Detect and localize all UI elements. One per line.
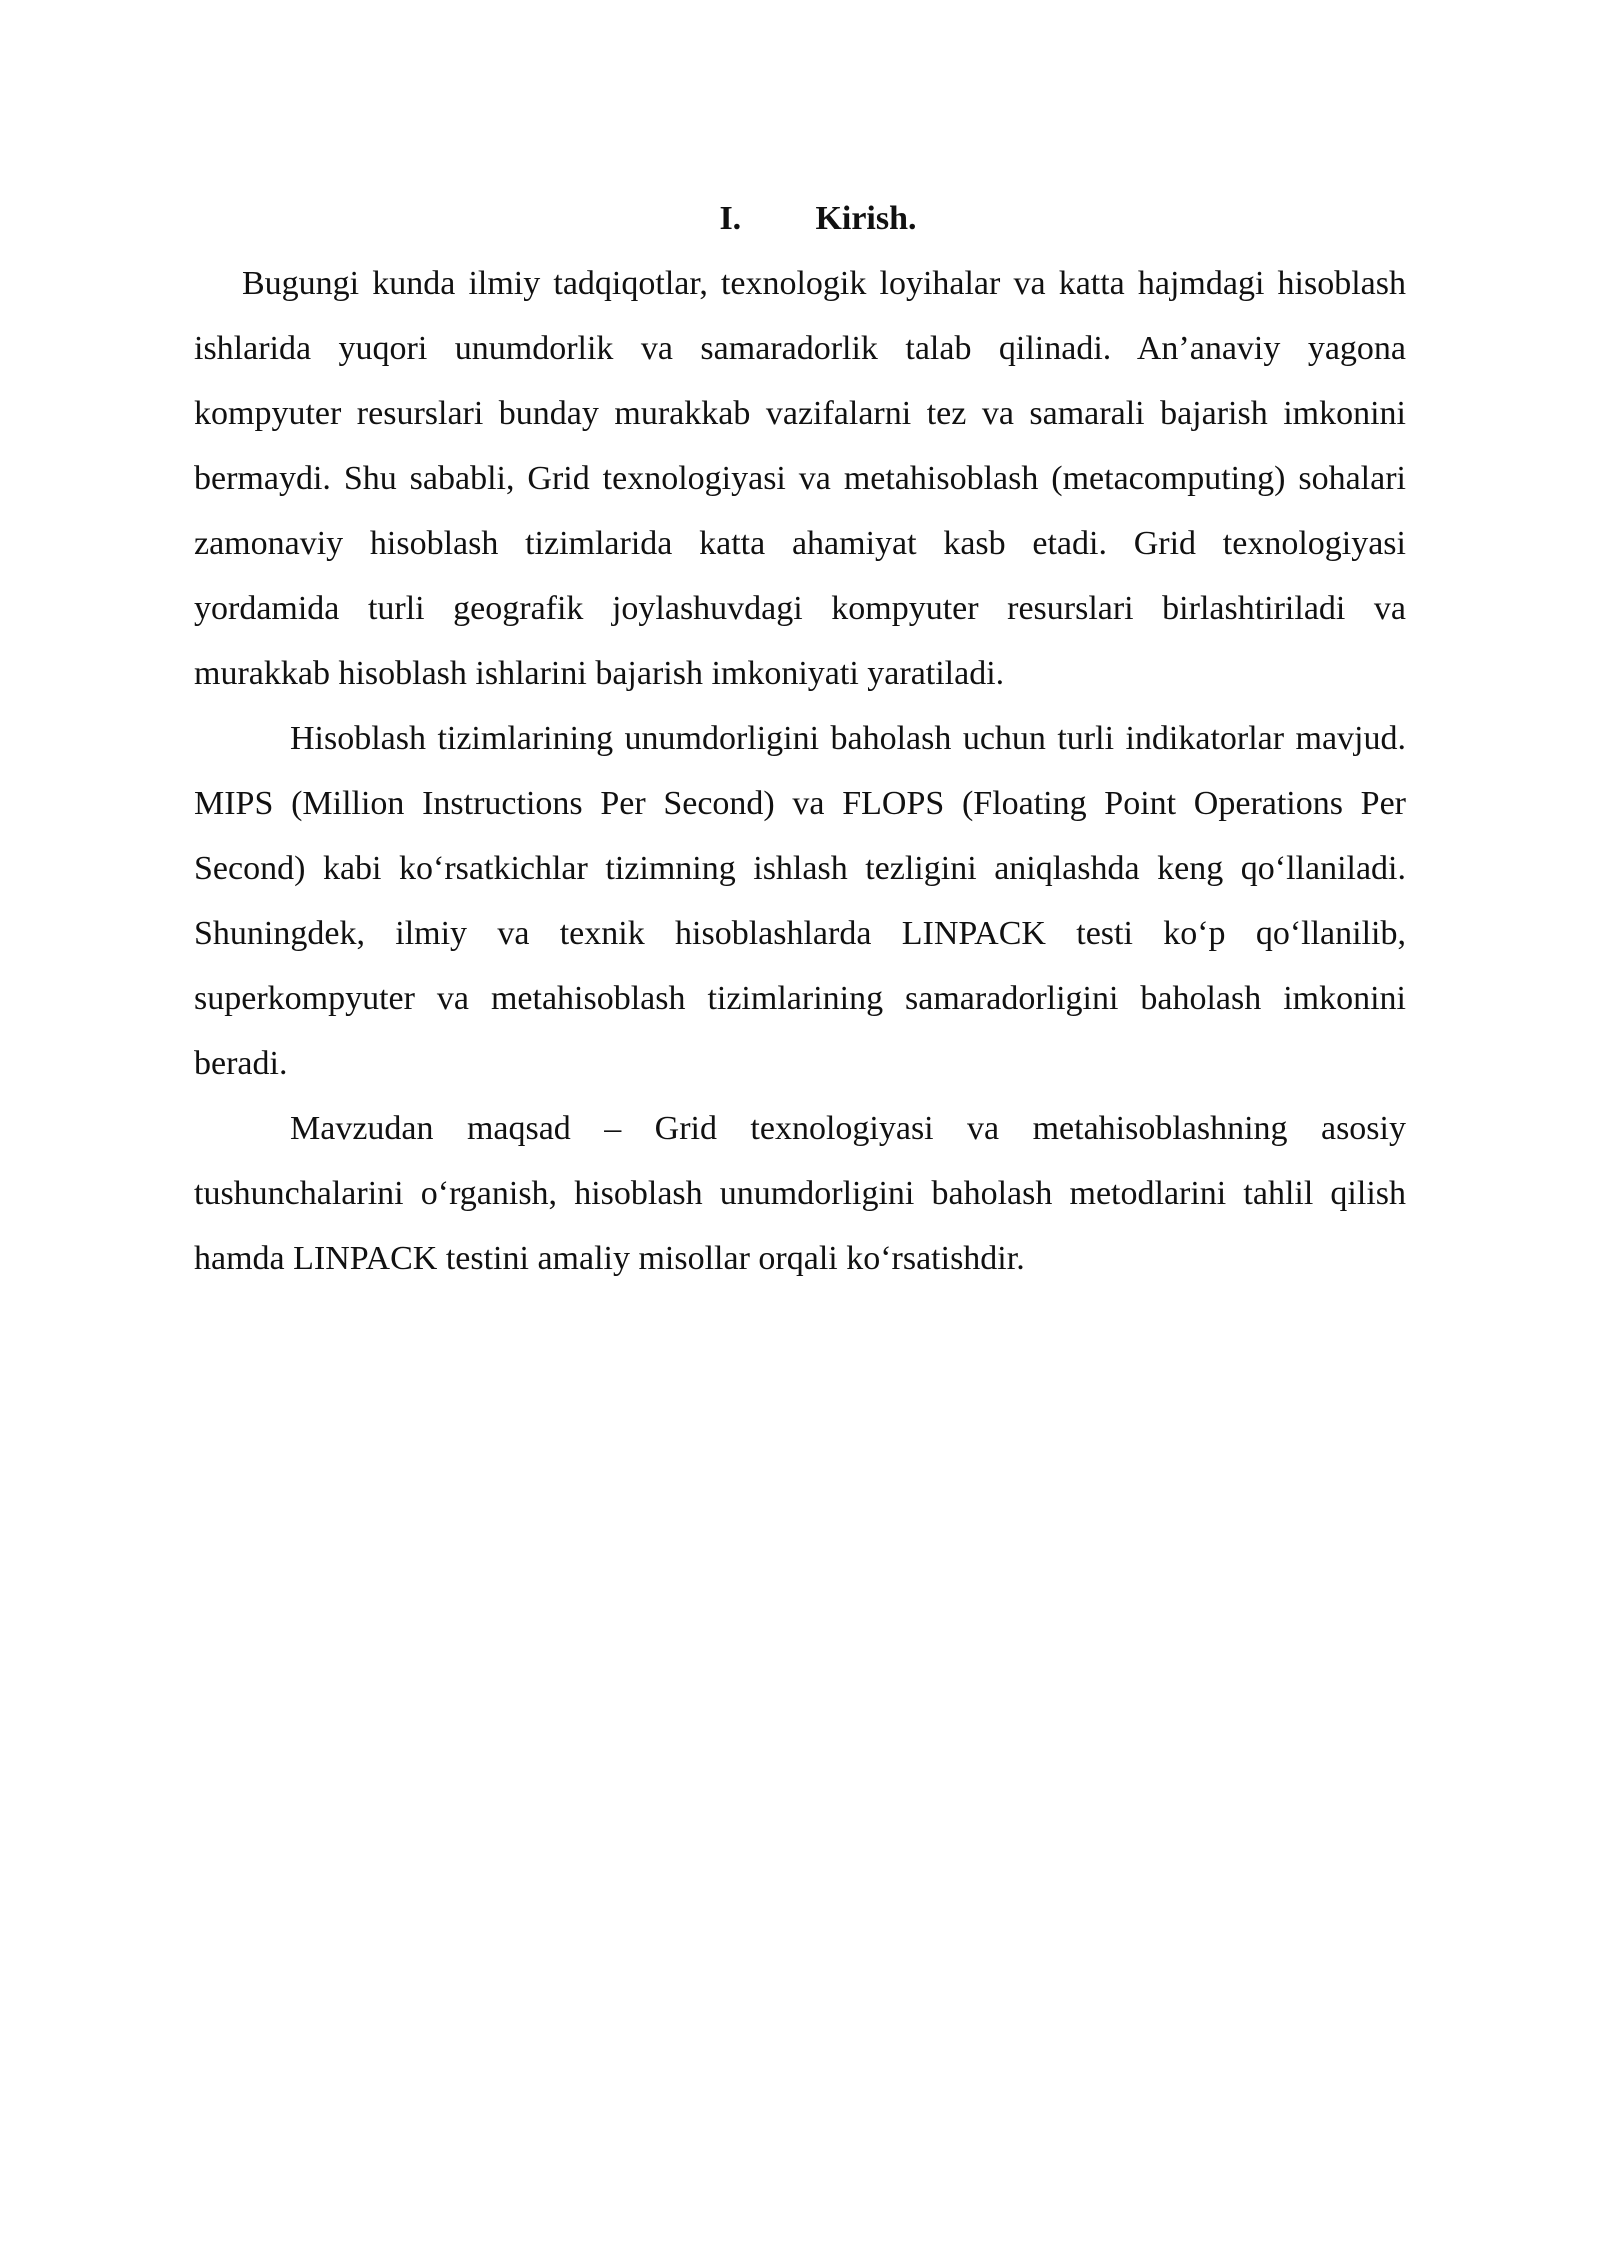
document-body (194, 186, 1406, 1291)
paragraph-indicators: Hisoblash tizimlarining unumdorligini baholash uchun turli indikatorlar mavjud. MIPS (Million Instructions Per Second) va FLOPS (Floating Point Operations Per Second) kabi ko‘rsatkichlar tizimning ishlash tezligini aniqlashda keng qo‘llaniladi. Shuningdek, ilmiy va texnik hisoblashlarda LINPACK testi ko‘p qo‘llanilib, superkompyuter va metahisoblash tizimlarining samaradorligini baholash imkonini beradi. (194, 720, 1406, 1082)
section-title: Kirish. (815, 200, 917, 237)
paragraph-goal: Mavzudan maqsad – Grid texnologiyasi va metahisoblashning asosiy tushunchalarini o‘rganish, hisoblash unumdorligini baholash metodlarini tahlil qilish hamda LINPACK testini amaliy misollar orqali ko‘rsatishdir. (194, 1110, 1406, 1277)
paragraph-intro: Bugungi kunda ilmiy tadqiqotlar, texnologik loyihalar va katta hajmdagi hisoblash ishlarida yuqori unumdorlik va samaradorlik talab qilinadi. An’anaviy yagona kompyuter resurslari bunday murakkab vazifalarni tez va samarali bajarish imkonini bermaydi. Shu sababli, Grid texnologiyasi va metahisoblash (metacomputing) sohalari zamonaviy hisoblash tizimlarida katta ahamiyat kasb etadi. Grid texnologiyasi yordamida turli geografik joylashuvdagi kompyuter resurslari birlashtiriladi va murakkab hisoblash ishlarini bajarish imkoniyati yaratiladi. (194, 265, 1406, 692)
section-heading (194, 186, 1406, 251)
section-number: I. (719, 200, 742, 237)
